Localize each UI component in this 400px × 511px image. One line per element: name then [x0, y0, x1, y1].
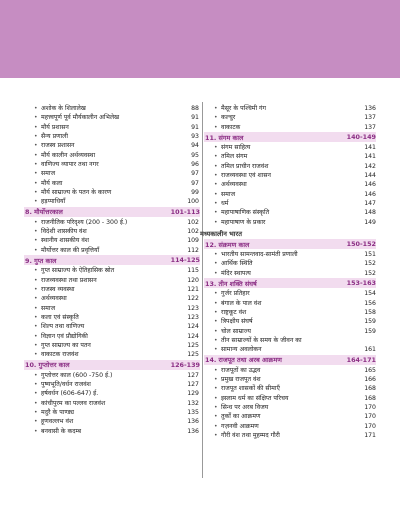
entry-title: तमिल प्राचीन राजवंश: [221, 162, 269, 170]
entry-page: 121: [187, 285, 199, 293]
entry-title: हूणवल्लभ वंश: [41, 418, 74, 426]
entry-title: भारतीय सामन्तवाद-सामंती प्रणाली: [221, 251, 298, 259]
entry-page: 171: [364, 431, 376, 439]
entry-title: मदुरै के पाण्ड्य: [41, 408, 74, 416]
toc-entry[interactable]: [24, 151, 200, 160]
bullet-icon: •: [214, 394, 218, 402]
entry-page: 159: [364, 327, 376, 335]
entry-page: 168: [364, 385, 376, 393]
toc-chapter-heading[interactable]: [24, 255, 200, 265]
chapter-title: 10. गुप्तोत्तर काल: [25, 361, 70, 370]
entry-page: 112: [187, 246, 199, 254]
entry-title: अशोक के शिलालेख: [41, 105, 86, 112]
toc-entry[interactable]: [204, 299, 376, 308]
entry-title: राजस्व व्यवस्था: [41, 285, 75, 293]
toc-entry[interactable]: [204, 190, 376, 199]
bullet-icon: •: [34, 332, 38, 340]
toc-entry[interactable]: [24, 276, 200, 285]
entry-title: राष्ट्रकूट वंश: [221, 308, 247, 316]
toc-entry[interactable]: [24, 236, 200, 245]
toc-entry[interactable]: [24, 380, 200, 389]
toc-entry[interactable]: [24, 179, 200, 188]
toc-entry[interactable]: [24, 417, 200, 426]
toc-entry[interactable]: [24, 399, 200, 408]
toc-chapter-heading[interactable]: [24, 360, 200, 370]
bullet-icon: •: [214, 336, 218, 344]
toc-entry[interactable]: [204, 162, 376, 171]
toc-entry[interactable]: [204, 152, 376, 161]
entry-page: 154: [364, 290, 376, 298]
bullet-icon: •: [34, 418, 38, 426]
toc-entry[interactable]: [24, 294, 200, 303]
bullet-icon: •: [34, 304, 38, 312]
entry-page: 124: [187, 332, 199, 340]
entry-page: 144: [364, 172, 376, 180]
entry-page: 93: [191, 133, 199, 141]
toc-entry[interactable]: [204, 375, 376, 384]
entry-page: 99: [191, 189, 199, 197]
toc-entry[interactable]: [24, 332, 200, 341]
entry-page: 159: [364, 318, 376, 326]
entry-page: 149: [364, 218, 376, 226]
bullet-icon: •: [34, 105, 38, 112]
entry-title: त्रिपक्षीय संघर्ष: [221, 318, 253, 326]
entry-title: विदेशी शासकीय वंश: [41, 228, 87, 236]
entry-title: अर्थव्यवस्था: [41, 295, 67, 303]
entry-page: 170: [364, 413, 376, 421]
bullet-icon: •: [34, 380, 38, 388]
bullet-icon: •: [214, 327, 218, 335]
bullet-icon: •: [214, 413, 218, 421]
entry-page: 129: [187, 390, 199, 398]
toc-entry[interactable]: [24, 227, 200, 236]
entry-title: सिन्ध पर अरब विजय: [221, 403, 269, 411]
toc-entry[interactable]: [24, 266, 200, 275]
entry-title: समाज: [41, 304, 56, 312]
header-band: [0, 0, 400, 78]
toc-entry[interactable]: [24, 341, 200, 350]
bullet-icon: •: [34, 323, 38, 331]
bullet-icon: •: [34, 114, 38, 122]
entry-page: 142: [364, 162, 376, 170]
entry-title: हर्षवर्धन (606-647) ई.: [41, 390, 99, 398]
bullet-icon: •: [34, 123, 38, 131]
entry-title: मैसूर के पश्चिमी गंग: [221, 105, 267, 112]
bullet-icon: •: [214, 190, 218, 198]
entry-page: 146: [364, 181, 376, 189]
entry-title: आर्थिक स्थिति: [221, 260, 253, 268]
chapter-page-range: 140-149: [346, 133, 376, 142]
entry-page: 100: [187, 198, 199, 206]
entry-title: तुर्कों का आक्रमण: [221, 413, 261, 421]
bullet-icon: •: [214, 422, 218, 430]
entry-page: 152: [364, 260, 376, 268]
toc-entry[interactable]: [204, 345, 376, 354]
bullet-icon: •: [34, 371, 38, 379]
toc-entry[interactable]: [24, 113, 200, 122]
section-title: मध्यकालीन भारत: [200, 229, 242, 238]
toc-entry[interactable]: [24, 218, 200, 227]
entry-title: महत्त्वपूर्ण पूर्व मौर्यकालीन अभिलेख: [41, 114, 120, 122]
bullet-icon: •: [214, 162, 218, 170]
entry-page: 124: [187, 323, 199, 331]
entry-title: सामान्य अवलोकन: [221, 346, 262, 354]
entry-page: 165: [364, 366, 376, 374]
entry-title: वाकाटक राजवंश: [41, 351, 79, 359]
entry-title: तमिल संगम: [221, 153, 248, 161]
entry-title: बनवासी के कदम्ब: [41, 427, 82, 435]
entry-title: राजस्व प्रशासन: [41, 142, 75, 150]
entry-title: राजव्यवस्था तथा प्रशासन: [41, 276, 97, 284]
entry-page: 136: [364, 105, 376, 112]
toc-entry[interactable]: [24, 123, 200, 132]
entry-page: 102: [187, 218, 199, 226]
bullet-icon: •: [34, 341, 38, 349]
toc-entry[interactable]: [24, 104, 200, 113]
toc-entry[interactable]: [24, 246, 200, 255]
toc-entry[interactable]: [204, 384, 376, 393]
bullet-icon: •: [214, 260, 218, 268]
toc-entry[interactable]: [204, 308, 376, 317]
entry-title: महापाषाणिक संस्कृति: [221, 209, 270, 217]
chapter-title: 11. संगम काल: [205, 133, 244, 142]
toc-entry[interactable]: [24, 313, 200, 322]
toc-entry[interactable]: [204, 394, 376, 403]
entry-title: गुप्त साम्राज्य के ऐतिहासिक स्रोत: [41, 267, 115, 275]
entry-title: गुप्त साम्राज्य का पतन: [41, 341, 91, 349]
chapter-page-range: 101-113: [170, 207, 200, 216]
toc-entry[interactable]: [204, 327, 376, 336]
bullet-icon: •: [214, 218, 218, 226]
entry-page: 146: [364, 190, 376, 198]
toc-entry[interactable]: [204, 431, 376, 440]
toc-chapter-heading[interactable]: [204, 355, 376, 365]
bullet-icon: •: [214, 209, 218, 217]
entry-page: 170: [364, 403, 376, 411]
toc-right-column: [200, 104, 376, 440]
bullet-icon: •: [214, 308, 218, 316]
entry-page: 91: [191, 114, 199, 122]
entry-page: 94: [191, 142, 199, 150]
bullet-icon: •: [214, 375, 218, 383]
entry-title: मौर्य कालीन अर्थव्यवस्था: [41, 151, 96, 159]
bullet-icon: •: [214, 251, 218, 259]
entry-page: 127: [187, 380, 199, 388]
bullet-icon: •: [34, 276, 38, 284]
bullet-icon: •: [214, 403, 218, 411]
entry-title: हड़प्पाधियाँ: [41, 198, 66, 206]
chapter-title: 13. तीन शक्ति संघर्ष: [205, 279, 257, 288]
entry-page: 170: [364, 422, 376, 430]
toc-entry[interactable]: [24, 350, 200, 359]
entry-title: प्रमुख राजपूत वंश: [221, 375, 261, 383]
entry-page: 152: [364, 269, 376, 277]
toc-entry[interactable]: [204, 104, 376, 113]
bullet-icon: •: [34, 142, 38, 150]
bullet-icon: •: [214, 269, 218, 277]
toc-entry[interactable]: [24, 408, 200, 417]
entry-page: 120: [187, 276, 199, 284]
entry-title: राजपूतों का उद्भव: [221, 366, 261, 374]
entry-page: 135: [187, 408, 199, 416]
toc-entry[interactable]: [204, 422, 376, 431]
entry-title: समाज: [221, 190, 236, 198]
bullet-icon: •: [214, 200, 218, 208]
toc-entry[interactable]: [24, 389, 200, 398]
entry-title: मौर्योत्तर काल की प्रवृत्तियाँ: [41, 246, 100, 254]
toc-entry[interactable]: [204, 259, 376, 268]
bullet-icon: •: [34, 313, 38, 321]
entry-page: 132: [187, 399, 199, 407]
entry-title: धर्म: [221, 200, 229, 208]
bullet-icon: •: [34, 390, 38, 398]
entry-page: 147: [364, 200, 376, 208]
entry-page: 125: [187, 341, 199, 349]
bullet-icon: •: [34, 237, 38, 245]
bullet-icon: •: [214, 181, 218, 189]
bullet-icon: •: [214, 346, 218, 354]
toc-entry[interactable]: [24, 160, 200, 169]
toc-chapter-heading[interactable]: [204, 132, 376, 142]
entry-page: 96: [191, 161, 199, 169]
entry-page: 137: [364, 114, 376, 122]
bullet-icon: •: [34, 408, 38, 416]
toc-entry[interactable]: [204, 123, 376, 132]
chapter-title: 8. मौर्योत्तरकाल: [25, 208, 63, 217]
bullet-icon: •: [34, 189, 38, 197]
entry-page: 97: [191, 179, 199, 187]
toc-entry[interactable]: [204, 366, 376, 375]
toc-chapter-heading[interactable]: [24, 207, 200, 217]
bullet-icon: •: [214, 144, 218, 152]
toc-entry[interactable]: [204, 403, 376, 412]
column-divider: [202, 102, 203, 478]
bullet-icon: •: [34, 170, 38, 178]
entry-title: वाकाटक: [221, 123, 241, 131]
bullet-icon: •: [34, 133, 38, 141]
entry-page: 97: [191, 170, 199, 178]
toc-entry[interactable]: [24, 427, 200, 436]
toc-entry[interactable]: [204, 171, 376, 180]
entry-title: कांचीपुरम का पल्लव राजवंश: [41, 399, 106, 407]
bullet-icon: •: [34, 427, 38, 435]
entry-title: स्थानीय शासकीय वंश: [41, 237, 89, 245]
entry-title: चोल साम्राज्य: [221, 327, 251, 335]
bullet-icon: •: [34, 161, 38, 169]
bullet-icon: •: [34, 179, 38, 187]
entry-page: 168: [364, 394, 376, 402]
entry-title: पुष्यभूति/वर्धन राजवंश: [41, 380, 91, 388]
bullet-icon: •: [34, 151, 38, 159]
entry-title: राजपूत शासकों की सीमाएँ: [221, 385, 280, 393]
chapter-title: 9. गुप्त काल: [25, 256, 57, 265]
toc-entry[interactable]: [24, 304, 200, 313]
entry-page: 136: [187, 427, 199, 435]
toc-entry[interactable]: [204, 250, 376, 259]
entry-title: शिल्प तथा वाणिज्य: [41, 323, 85, 331]
bullet-icon: •: [214, 153, 218, 161]
entry-page: 161: [364, 346, 376, 354]
entry-title: कला एवं संस्कृति: [41, 313, 79, 321]
toc-entry[interactable]: [204, 143, 376, 152]
bullet-icon: •: [34, 246, 38, 254]
bullet-icon: •: [214, 114, 218, 122]
toc-left-column: [24, 104, 200, 436]
chapter-page-range: 150-152: [346, 240, 376, 249]
chapter-title: 12. संक्रमण काल: [205, 240, 250, 249]
entry-page: 109: [187, 237, 199, 245]
entry-title: मौर्य प्रशासन: [41, 123, 69, 131]
toc-entry[interactable]: [204, 113, 376, 122]
bullet-icon: •: [214, 105, 218, 112]
toc-entry[interactable]: [204, 269, 376, 278]
entry-title: गज़नवी आक्रमण: [221, 422, 259, 430]
entry-title: वाणिज्य व्यापार तथा नगर: [41, 161, 99, 169]
toc-entry[interactable]: [24, 169, 200, 178]
entry-title: कल्चुर: [221, 114, 236, 122]
entry-page: 151: [364, 251, 376, 259]
toc-entry[interactable]: [24, 371, 200, 380]
bullet-icon: •: [34, 351, 38, 359]
entry-title: गुर्जर प्रतिहार: [221, 290, 250, 298]
entry-page: 102: [187, 228, 199, 236]
entry-title: तीन साम्राज्यों के समय के जीवन का: [221, 336, 302, 344]
bullet-icon: •: [34, 285, 38, 293]
toc-entry[interactable]: [204, 208, 376, 217]
toc-entry[interactable]: [24, 197, 200, 206]
entry-page: 141: [364, 153, 376, 161]
entry-title: गौरी वंश तथा मुहम्मद गौरी: [221, 431, 280, 439]
entry-page: 136: [187, 418, 199, 426]
bullet-icon: •: [214, 290, 218, 298]
bullet-icon: •: [214, 431, 218, 439]
toc-entry[interactable]: [204, 199, 376, 208]
entry-page: 137: [364, 123, 376, 131]
entry-title: महापाषाण के प्रकार: [221, 218, 266, 226]
toc-entry[interactable]: [24, 132, 200, 141]
entry-page: 125: [187, 351, 199, 359]
toc-chapter-heading[interactable]: [204, 278, 376, 288]
bullet-icon: •: [214, 299, 218, 307]
entry-title: सैन्य प्रणाली: [41, 133, 68, 141]
chapter-page-range: 114-125: [170, 256, 200, 265]
entry-title: इस्लाम धर्म का संक्षिप्त परिचय: [221, 394, 289, 402]
entry-title: मौर्य साम्राज्य के पतन के कारण: [41, 189, 112, 197]
chapter-page-range: 153-163: [346, 279, 376, 288]
toc-entry[interactable]: [204, 317, 376, 326]
toc-entry[interactable]: [24, 141, 200, 150]
entry-title: राजनीतिक परिदृश्य (200 - 300 ई.): [41, 218, 128, 226]
entry-title: अर्थव्यवस्था: [221, 181, 247, 189]
toc-entry[interactable]: [204, 289, 376, 298]
entry-page: 115: [187, 267, 199, 275]
entry-page: 156: [364, 299, 376, 307]
bullet-icon: •: [34, 228, 38, 236]
toc-entry[interactable]: [204, 336, 376, 345]
chapter-page-range: 164-171: [346, 355, 376, 364]
toc-entry[interactable]: [24, 285, 200, 294]
bullet-icon: •: [214, 385, 218, 393]
entry-title: विज्ञान एवं प्रौद्योगिकी: [41, 332, 88, 340]
bullet-icon: •: [34, 218, 38, 226]
toc-entry[interactable]: [204, 218, 376, 227]
bullet-icon: •: [34, 399, 38, 407]
entry-title: मंदिर स्थापत्य: [221, 269, 251, 277]
entry-page: 127: [187, 371, 199, 379]
bullet-icon: •: [34, 295, 38, 303]
toc-entry[interactable]: [24, 322, 200, 331]
entry-page: 122: [187, 295, 199, 303]
entry-page: 88: [191, 105, 199, 112]
bullet-icon: •: [214, 123, 218, 131]
entry-page: 141: [364, 144, 376, 152]
bullet-icon: •: [34, 198, 38, 206]
toc-entry[interactable]: [204, 180, 376, 189]
toc-entry[interactable]: [24, 188, 200, 197]
chapter-title: 14. राजपूत तथा अरब आक्रमण: [205, 356, 282, 365]
entry-page: 148: [364, 209, 376, 217]
toc-section-heading: [200, 227, 376, 239]
bullet-icon: •: [34, 267, 38, 275]
entry-page: 158: [364, 308, 376, 316]
toc-chapter-heading[interactable]: [204, 239, 376, 249]
bullet-icon: •: [214, 172, 218, 180]
entry-page: 123: [187, 313, 199, 321]
entry-page: 91: [191, 123, 199, 131]
entry-title: गुप्तोत्तर काल (600 -750 ई.): [41, 371, 113, 379]
entry-title: बंगाल के पाल वंश: [221, 299, 262, 307]
entry-title: मौर्य कला: [41, 179, 63, 187]
entry-title: संगम साहित्य: [221, 144, 251, 152]
chapter-page-range: 126-139: [170, 360, 200, 369]
entry-title: समाज: [41, 170, 56, 178]
bullet-icon: •: [214, 366, 218, 374]
entry-title: राजव्यवस्था एवं शासन: [221, 172, 271, 180]
entry-page: 123: [187, 304, 199, 312]
bullet-icon: •: [214, 318, 218, 326]
entry-page: 95: [191, 151, 199, 159]
toc-entry[interactable]: [204, 412, 376, 421]
entry-page: 166: [364, 375, 376, 383]
